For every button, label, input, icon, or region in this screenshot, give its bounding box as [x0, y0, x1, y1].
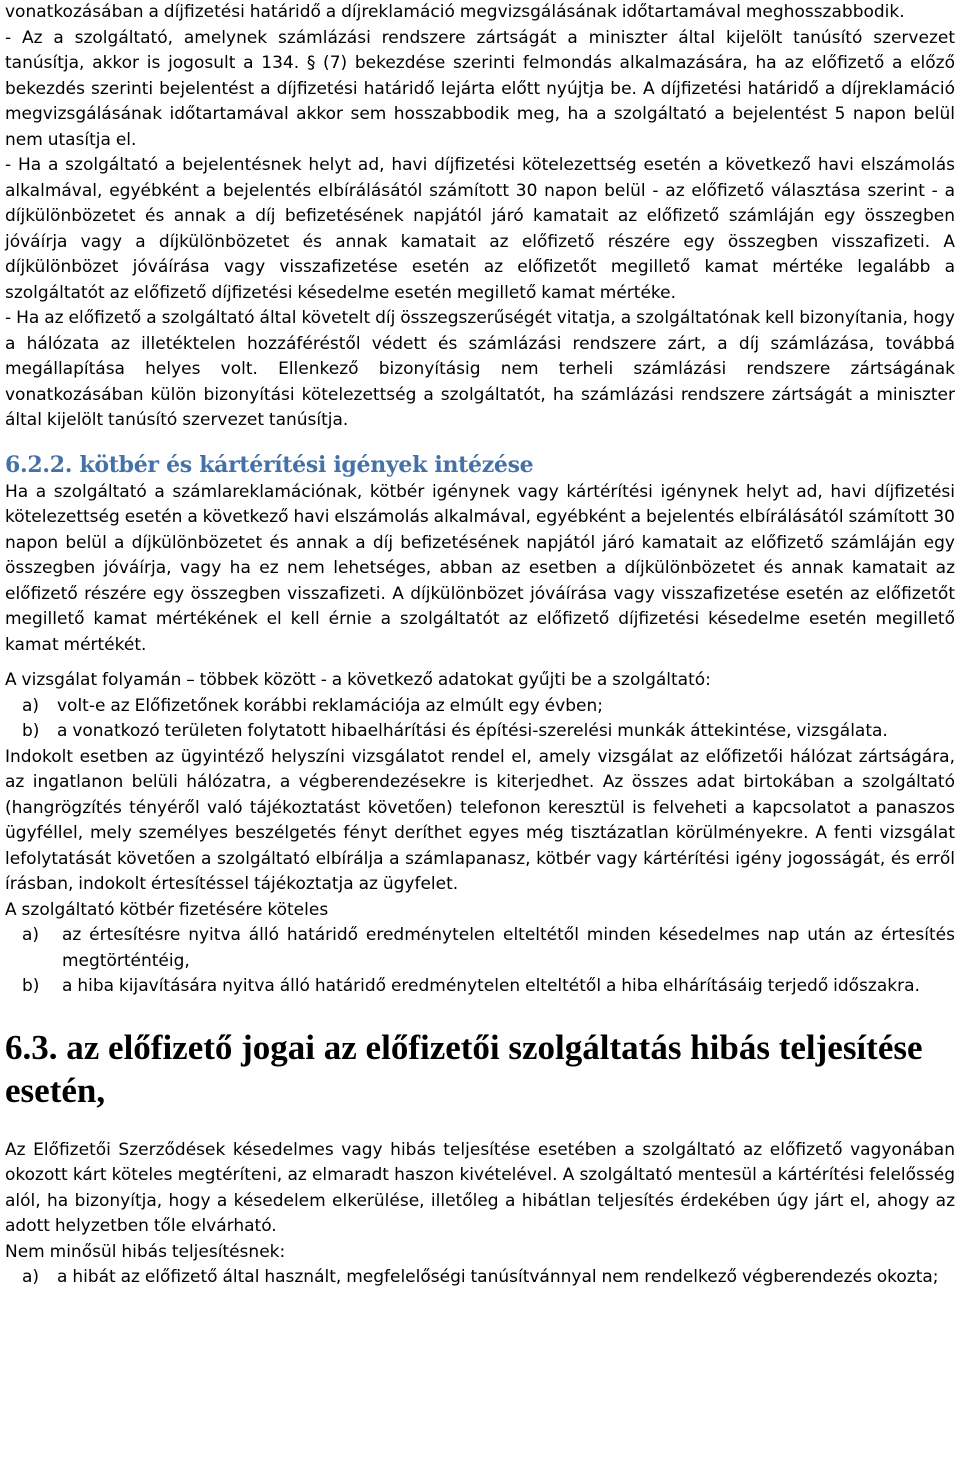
list-item-text: a vonatkozó területen folytatott hibaelhárítási és építési-szerelési munkák áttekintése, vizsgálata.: [57, 721, 888, 741]
paragraph-liability: Az Előfizetői Szerződések késedelmes vagy hibás teljesítése esetében a szolgáltató az előfizető vagyonában okozott kárt köteles megtéríteni, az elmaradt haszon kivételével. A szolgáltató mentesül a kártérítési felelősség alól, ha bizonyítja, hogy a késedelem elkerülése, illetőleg a hibátlan teljesítés érdekében úgy járt el, ahogy az adott helyzetben tőle elvárható.: [5, 1139, 955, 1236]
paragraph-burden-of-proof: - Ha az előfizető a szolgáltató által követelt díj összegszerűségét vitatja, a szolgáltatónak kell bizonyítania, hogy a hálózata az illetéktelen hozzáféréstől védett és számlázási rendszere zárt, a díj számlázása, továbbá megállapítása helyes volt. Ellenkező bizonyításig nem terheli számlázási rendszere zártságának vonatkozásában külön bizonyítási kötelezettség a szolgáltatót, ha számlázási rendszere zártságát a miniszter által kijelölt tanúsító szervezet tanúsítja.: [5, 308, 955, 430]
list-item-text: a hiba kijavítására nyitva álló határidő eredménytelen elteltétől a hiba elhárításáig terjedő időszakra.: [62, 976, 920, 996]
list-marker: a): [22, 925, 40, 945]
document-page: [5, 0, 955, 1291]
paragraph-refund-interest: - Ha a szolgáltató a bejelentésnek helyt ad, havi díjfizetési kötelezettség esetén a következő havi elszámolás alkalmával, egyébként a bejelentés elbírálásától számított 30 napon belül - az előfizető választása szerint - a díjkülönbözetet és annak a díj befizetésének napjától járó kamatait az előfizető számláján egy összegben jóváírja vagy a díjkülönbözetet és annak kamatait az előfizető részére egy összegben visszafizeti. A díjkülönbözet jóváírása vagy visszafizetése esetén az előfizetőt megillető kamat mértéke legalább a szolgáltatót az előfizető díjfizetési késedelme esetén megillető kamat mértéke.: [5, 155, 955, 303]
list-item: [5, 974, 955, 1000]
list-item: [5, 923, 955, 974]
paragraph-not-faulty-intro: Nem minősül hibás teljesítésnek:: [5, 1241, 286, 1262]
list-marker: a): [22, 695, 40, 716]
section-heading-622: 6.2.2. kötbér és kártérítési igények intézése: [5, 451, 534, 478]
list-item: [5, 719, 955, 745]
paragraph-penalty-obligation: A szolgáltató kötbér fizetésére köteles: [5, 899, 329, 920]
list-item-text: az értesítésre nyitva álló határidő eredménytelen elteltétől minden késedelmes nap után az értesítés megtörténtéig,: [62, 925, 955, 971]
list-marker: a): [22, 1267, 40, 1287]
list-item: [5, 1265, 955, 1291]
list-item-text: volt-e az Előfizetőnek korábbi reklamációja az elmúlt egy évben;: [57, 695, 603, 716]
paragraph-onsite-investigation: Indokolt esetben az ügyintéző helyszíni vizsgálatot rendel el, amely vizsgálat az előfizetői hálózat zártságára, az ingatlanon belüli hálózatra, a végberendezésekre is kiterjedhet. Az összes adat birtokában a szolgáltató (hangrögzítés tényéről való tájékoztatást követően) telefonon keresztül is felveheti a kapcsolatot a panaszos ügyféllel, mely személyes beszélgetés fényt deríthet egyes még tisztázatlan körülményekre. A fenti vizsgálat lefolytatását követően a szolgáltató elbírálja a számlapanasz, kötbér vagy kártérítési igény jogosságát, és erről írásban, indokolt értesítéssel tájékoztatja az ügyfelet.: [5, 746, 955, 894]
list-item-text: a hibát az előfizető által használt, megfelelőségi tanúsítvánnyal nem rendelkező végberendezés okozta;: [57, 1267, 939, 1287]
paragraph-deadline-extension: vonatkozásában a díjfizetési határidő a díjreklamáció megvizsgálásának időtartamával meghosszabbodik.: [5, 2, 905, 22]
paragraph-certified-billing: - Az a szolgáltató, amelynek számlázási rendszere zártságát a miniszter által kijelölt tanúsító szervezet tanúsítja, akkor is jogosult a 134. § (7) bekezdése szerinti felmondás alkalmazására, ha az előfizető a előző bekezdés szerinti bejelentést a díjfizetési határidő lejárta előtt nyújtja be. A díjfizetési határidő a díjreklamáció megvizsgálásának időtartamával akkor sem hosszabbodik meg, ha a szolgáltató a bejelentést 5 napon belül nem utasítja el.: [5, 27, 955, 150]
list-item: [5, 694, 955, 720]
list-marker: b): [22, 721, 40, 741]
paragraph-investigation-intro: A vizsgálat folyamán – többek között - a következő adatokat gyűjti be a szolgáltató:: [5, 670, 711, 690]
paragraph-claim-acceptance: Ha a szolgáltató a számlareklamációnak, kötbér igénynek vagy kártérítési igénynek helyt ad, havi díjfizetési kötelezettség esetén a következő havi elszámolás alkalmával, egyébként a bejelentés elbírálásától számított 30 napon belül a díjkülönbözetet és annak a díj befizetésének napjától járó kamatait az előfizető számláján egy összegben jóváírja, vagy ha ez nem lehetséges, abban az esetben a díjkülönbözetet és annak kamatait az előfizető részére egy összegben visszafizeti. A díjkülönbözet jóváírása vagy visszafizetése esetén az előfizetőt megillető kamat mértékének el kell érnie a szolgáltatót az előfizető díjfizetési késedelme esetén megillető kamat mértékét.: [5, 481, 955, 655]
list-marker: b): [22, 976, 40, 996]
section-heading-63: 6.3. az előfizető jogai az előfizetői szolgáltatás hibás teljesítése esetén,: [5, 1027, 923, 1110]
